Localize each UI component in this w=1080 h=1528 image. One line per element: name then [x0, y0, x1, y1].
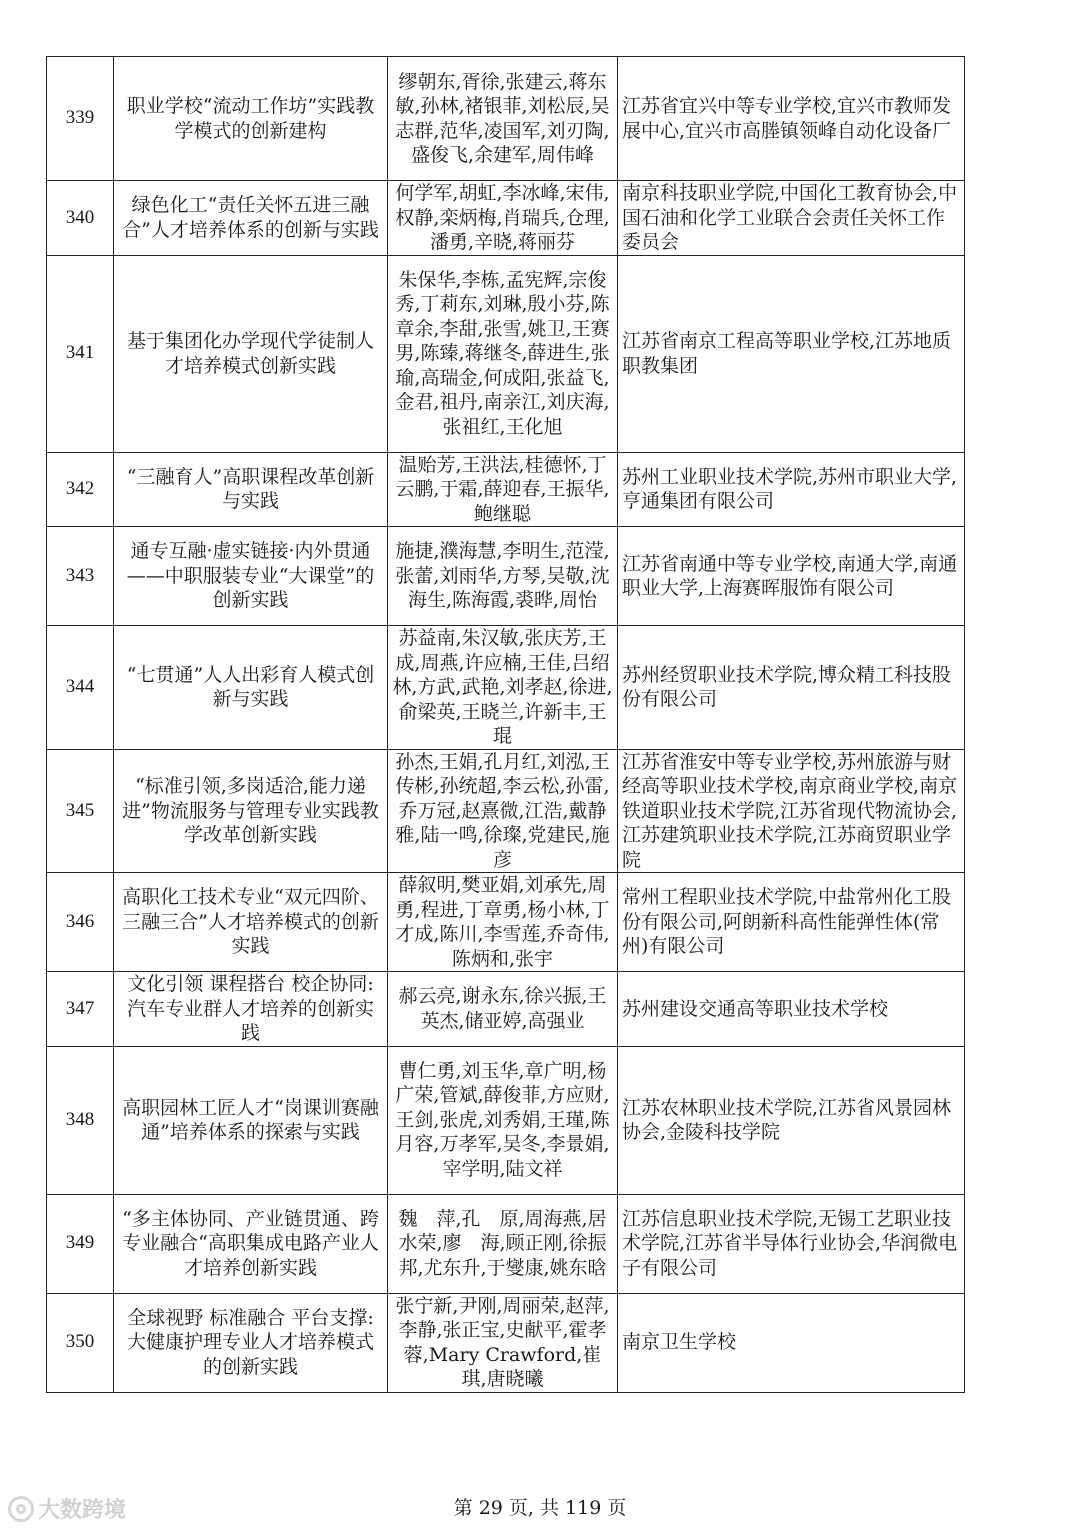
project-title: 高职化工技术专业“双元四阶、三融三合”人才培养模式的创新实践: [114, 873, 388, 972]
row-number: 341: [47, 255, 114, 452]
row-number: 346: [47, 873, 114, 972]
project-title: 基于集团化办学现代学徒制人才培养模式创新实践: [114, 255, 388, 452]
row-number: 343: [47, 527, 114, 626]
project-title: 绿色化工“责任关怀五进三融合”人才培养体系的创新与实践: [114, 181, 388, 256]
team-members: 施捷,濮海慧,李明生,范滢,张蕾,刘雨华,方琴,吴敬,沈海生,陈海霞,裘晔,周怡: [388, 527, 618, 626]
table-row: [47, 1046, 965, 1194]
project-title: 文化引领 课程搭台 校企协同:汽车专业群人才培养的创新实践: [114, 972, 388, 1047]
organizations: 常州工程职业技术学院,中盐常州化工股份有限公司,阿朗新科高性能弹性体(常州)有限公司: [618, 873, 965, 972]
organizations: 南京科技职业学院,中国化工教育协会,中国石油和化学工业联合会责任关怀工作委员会: [618, 181, 965, 256]
table-row: [47, 527, 965, 626]
table-row: [47, 873, 965, 972]
row-number: 347: [47, 972, 114, 1047]
row-number: 342: [47, 452, 114, 527]
organizations: 苏州建设交通高等职业技术学校: [618, 972, 965, 1047]
team-members: 孙杰,王娟,孔月红,刘泓,王传彬,孙统超,李云松,孙雷,乔万冠,赵熹微,江浩,戴静雅,陆一鸣,徐璨,党建民,施彦: [388, 749, 618, 873]
team-members: 朱保华,李栋,孟宪辉,宗俊秀,丁莉东,刘琳,殷小芬,陈章余,李甜,张雪,姚卫,王赛男,陈臻,蒋继冬,薛进生,张瑜,高瑞金,何成阳,张益飞,金君,祖丹,南亲江,刘庆海,张祖红,王化旭: [388, 255, 618, 452]
organizations: 苏州经贸职业技术学院,博众精工科技股份有限公司: [618, 626, 965, 750]
row-number: 345: [47, 749, 114, 873]
row-number: 339: [47, 57, 114, 181]
table-row: [47, 255, 965, 452]
team-members: 郝云亮,谢永东,徐兴振,王英杰,储亚婷,高强业: [388, 972, 618, 1047]
page-number: 第 29 页, 共 119 页: [453, 1497, 627, 1519]
team-members: 魏 萍,孔 原,周海燕,居水荣,廖 海,顾正刚,徐振邦,尤东升,于燮康,姚东晗: [388, 1194, 618, 1293]
table-row: [47, 452, 965, 527]
project-title: 通专互融·虚实链接·内外贯通——中职服装专业“大课堂”的创新实践: [114, 527, 388, 626]
team-members: 缪朝东,胥徐,张建云,蒋东敏,孙林,褚银菲,刘松辰,吴志群,范华,凌国军,刘刃陶,盛俊飞,余建军,周伟峰: [388, 57, 618, 181]
row-number: 350: [47, 1293, 114, 1392]
organizations: 江苏省宜兴中等专业学校,宜兴市教师发展中心,宜兴市高塍镇领峰自动化设备厂: [618, 57, 965, 181]
team-members: 何学军,胡虹,李冰峰,宋伟,权静,栾炳梅,肖瑞兵,仓理,潘勇,辛晓,蒋丽芬: [388, 181, 618, 256]
organizations: 江苏信息职业技术学院,无锡工艺职业技术学院,江苏省半导体行业协会,华润微电子有限公司: [618, 1194, 965, 1293]
table-row: [47, 749, 965, 873]
project-title: “七贯通”人人出彩育人模式创新与实践: [114, 626, 388, 750]
team-members: 张宁新,尹刚,周丽荣,赵萍,李静,张正宝,史献平,霍孝蓉,Mary Crawford,崔琪,唐晓曦: [388, 1293, 618, 1392]
row-number: 340: [47, 181, 114, 256]
organizations: 江苏省南通中等专业学校,南通大学,南通职业大学,上海赛晖服饰有限公司: [618, 527, 965, 626]
table-row: [47, 626, 965, 750]
table-row: [47, 57, 965, 181]
organizations: 苏州工业职业技术学院,苏州市职业大学,亨通集团有限公司: [618, 452, 965, 527]
project-title: “标准引领,多岗适洽,能力递进”物流服务与管理专业实践教学改革创新实践: [114, 749, 388, 873]
team-members: 苏益南,朱汉敏,张庆芳,王成,周燕,许应楠,王佳,吕绍林,方武,武艳,刘孝赵,徐进,俞梁英,王晓兰,许新丰,王琨: [388, 626, 618, 750]
table-row: [47, 972, 965, 1047]
organizations: 江苏省南京工程高等职业学校,江苏地质职教集团: [618, 255, 965, 452]
table-row: [47, 1293, 965, 1392]
awards-table: [46, 56, 965, 1393]
team-members: 薛叙明,樊亚娟,刘承先,周勇,程进,丁章勇,杨小林,丁才成,陈川,李雪莲,乔奇伟,陈炳和,张宇: [388, 873, 618, 972]
watermark-text: 大数跨境: [38, 1498, 127, 1523]
team-members: 曹仁勇,刘玉华,章广明,杨广荣,管斌,薛俊菲,方应财,王剑,张虎,刘秀娟,王瑾,陈月容,万孝军,吴冬,李景娟,宰学明,陆文祥: [388, 1046, 618, 1194]
table-row: [47, 1194, 965, 1293]
project-title: “多主体协同、产业链贯通、跨专业融合“高职集成电路产业人才培养创新实践: [114, 1194, 388, 1293]
team-members: 温贻芳,王洪法,桂德怀,丁云鹏,于霜,薛迎春,王振华,鲍继聪: [388, 452, 618, 527]
row-number: 349: [47, 1194, 114, 1293]
row-number: 348: [47, 1046, 114, 1194]
project-title: 全球视野 标准融合 平台支撑:大健康护理专业人才培养模式的创新实践: [114, 1293, 388, 1392]
organizations: 南京卫生学校: [618, 1293, 965, 1392]
organizations: 江苏农林职业技术学院,江苏省风景园林协会,金陵科技学院: [618, 1046, 965, 1194]
table-row: [47, 181, 965, 256]
project-title: “三融育人”高职课程改革创新与实践: [114, 452, 388, 527]
project-title: 职业学校“流动工作坊”实践教学模式的创新建构: [114, 57, 388, 181]
organizations: 江苏省淮安中等专业学校,苏州旅游与财经高等职业技术学校,南京商业学校,南京铁道职业技术学院,江苏省现代物流协会,江苏建筑职业技术学院,江苏商贸职业学院: [618, 749, 965, 873]
project-title: 高职园林工匠人才“岗课训赛融通”培养体系的探索与实践: [114, 1046, 388, 1194]
row-number: 344: [47, 626, 114, 750]
